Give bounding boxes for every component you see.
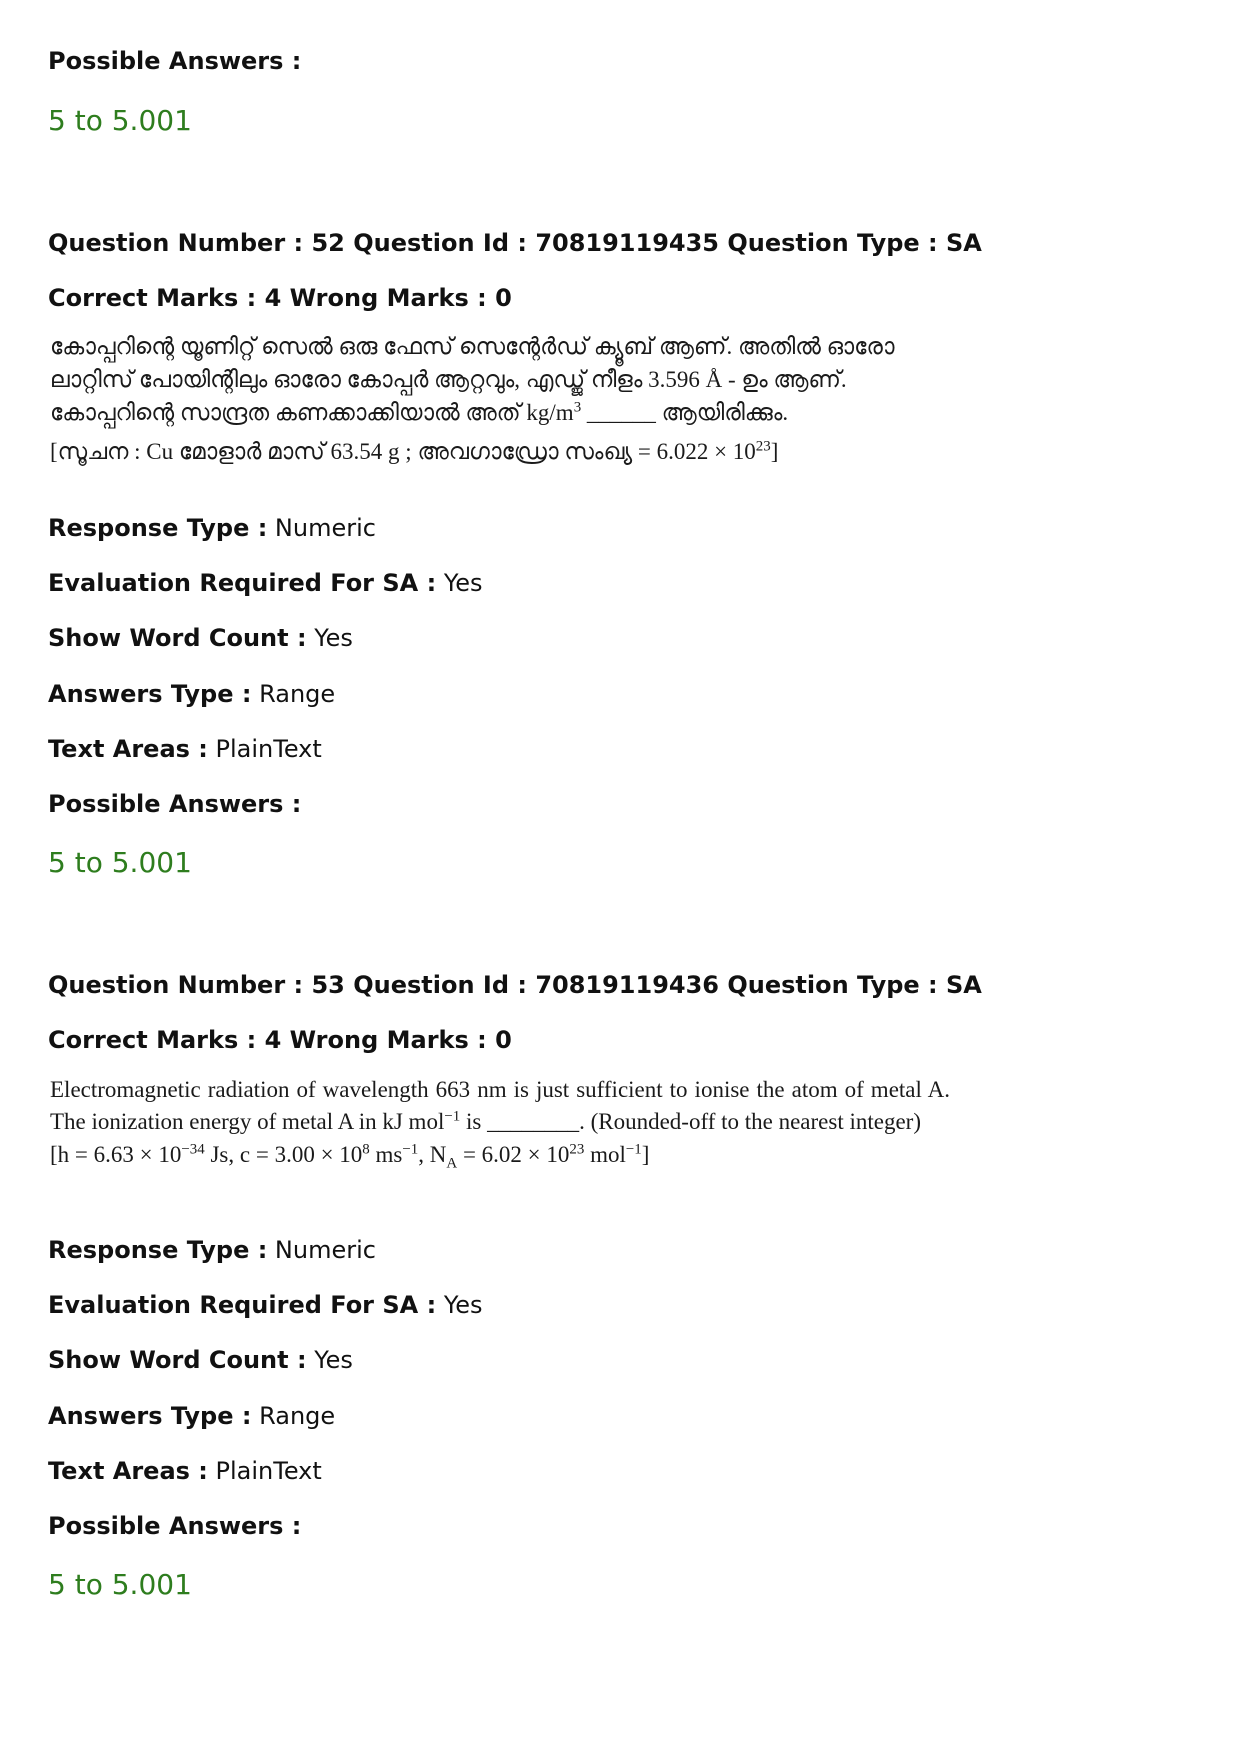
show-word-count: Show Word Count : Yes [48, 1346, 353, 1374]
show-word-count: Show Word Count : Yes [48, 624, 353, 652]
question-header: Question Number : 52 Question Id : 70819119435 Question Type : SA [48, 229, 982, 257]
possible-answer-value: 5 to 5.001 [48, 104, 192, 137]
text-areas: Text Areas : PlainText [48, 735, 322, 763]
response-type: Response Type : Numeric [48, 1236, 376, 1264]
possible-answers-label: Possible Answers : [48, 1512, 302, 1540]
question-hint: [$h = 6.63 \times 10^{-34}$ Js, $c = 3.00 \times 10^8$ $ms^{-1}$, $N_A = 6.02 \times 10^{23}$ mol$^{-1}$] [50, 1141, 650, 1172]
possible-answer-value: 5 to 5.001 [48, 846, 192, 879]
possible-answers-label: Possible Answers : [48, 47, 302, 75]
text-areas: Text Areas : PlainText [48, 1457, 322, 1485]
question-marks: Correct Marks : 4 Wrong Marks : 0 [48, 1026, 512, 1054]
question-body [50, 330, 950, 468]
question-text: കോപ്പറിന്റെ യൂണിറ്റ് സെൽ ഒരു ഫേസ് സെന്റേർഡ് ക്യൂബ് ആണ്. അതിൽ ഓരോ ലാറ്റിസ് പോയിന്റിലും ഓരോ കോപ്പർ ആറ്റവും, എഡ്ജ് നീളം 3.596 Å - ഉം ആണ്. കോപ്പറിന്റെ സാന്ദ്രത കണക്കാക്കിയാൽ അത് $kg/m^3$ ______ ആയിരിക്കും. [50, 334, 895, 425]
question-body [50, 1074, 950, 1171]
question-hint: [സൂചന : Cu മോളാർ മാസ് 63.54 g ; അവഗാഡ്രോ സംഖ്യ = $6.022 \times 10^{23}$] [50, 438, 779, 464]
answers-type: Answers Type : Range [48, 680, 336, 708]
possible-answer-value: 5 to 5.001 [48, 1568, 192, 1601]
possible-answers-label: Possible Answers : [48, 790, 302, 818]
response-type: Response Type : Numeric [48, 514, 376, 542]
answers-type: Answers Type : Range [48, 1402, 336, 1430]
question-marks: Correct Marks : 4 Wrong Marks : 0 [48, 284, 512, 312]
question-header: Question Number : 53 Question Id : 70819119436 Question Type : SA [48, 971, 982, 999]
question-text: Electromagnetic radiation of wavelength 663 nm is just sufficient to ionise the atom of metal A. The ionization energy of metal A in kJ mol$^{-1}$ is ________. (Rounded-off to the nearest integer) [50, 1077, 950, 1134]
evaluation-required: Evaluation Required For SA : Yes [48, 569, 483, 597]
evaluation-required: Evaluation Required For SA : Yes [48, 1291, 483, 1319]
